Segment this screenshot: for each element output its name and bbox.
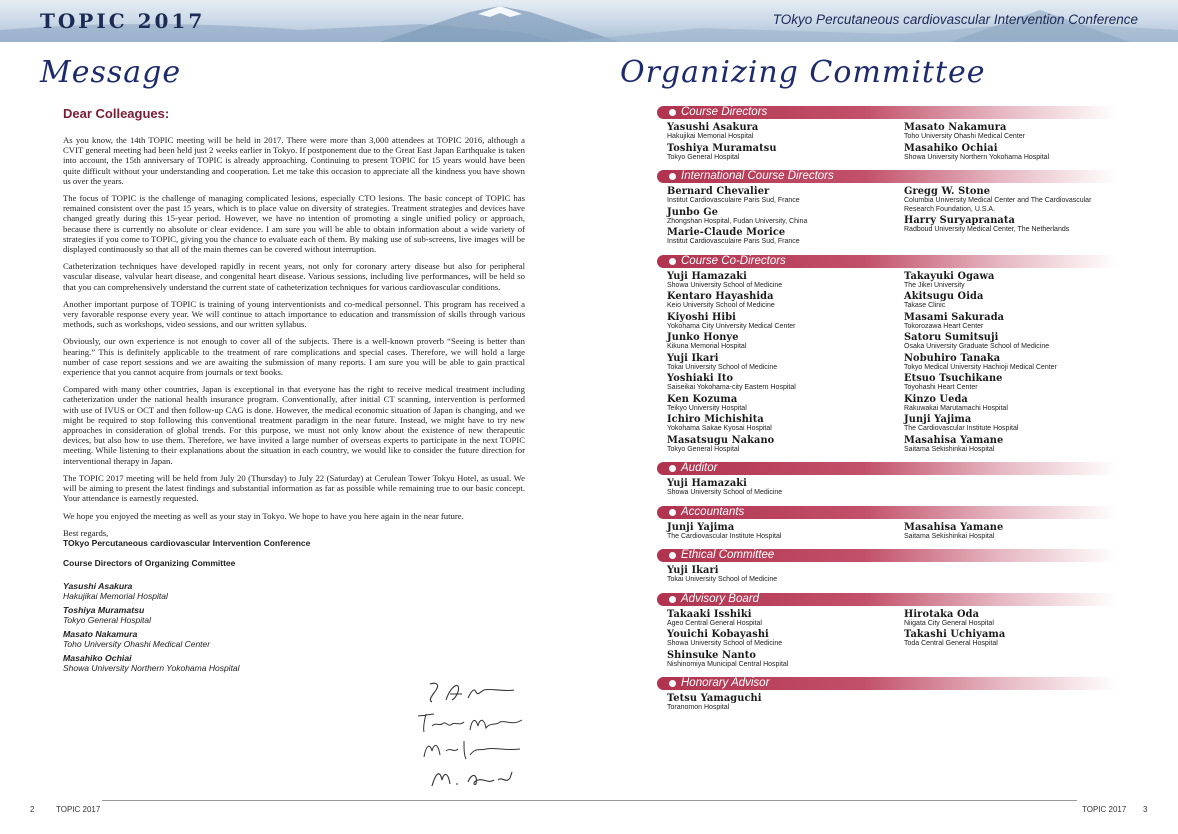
member bbox=[904, 522, 1117, 542]
signatory-name: Yasushi Asakura bbox=[63, 581, 133, 592]
member bbox=[904, 312, 1117, 332]
letter-paragraph: The focus of TOPIC is the challenge of managing complicated lesions, especially CTO lesions. The basic concept of TOPIC has remained consistent over the past 15 years, which is to place value on diversity of strategies. Treatment strategies and devices have changed greatly during this 15-year period. However, we have no intention of promoting a single unified policy or approach, because there is currently no absolute or clear evidence. I am sure you will be able to obtain information about a wide variety of strategies if you come to TOPIC, giving you the chance to evaluate each of them. By making use of sub-screens, live images will be displayed continuously so that all of the main themes can be covered without interruption. bbox=[63, 193, 525, 255]
member-name: Takaaki Isshiki bbox=[667, 608, 752, 620]
member-affiliation: Showa University Northern Yokohama Hospital bbox=[904, 153, 1050, 161]
member-affiliation: Keio University School of Medicine bbox=[667, 302, 775, 309]
member-affiliation: The Jikei University bbox=[904, 281, 965, 289]
member-name: Etsuo Tsuchikane bbox=[904, 373, 1003, 384]
letter-paragraph: Another important purpose of TOPIC is training of young interventionists and co-medical personnel. This program has received a very favorable response every year. We will continue to attach importance to education and transmission of skills through various methods, such as workshops, video sessions, and our written syllabus. bbox=[63, 298, 525, 330]
member-name: Kentaro Hayashida bbox=[667, 291, 774, 302]
member-name: Harry Suryapranata bbox=[904, 215, 1015, 226]
member-affiliation: Institut Cardiovasculaire Paris Sud, France bbox=[667, 238, 800, 245]
footer-divider bbox=[102, 800, 1077, 801]
section-members bbox=[657, 565, 1117, 586]
signatories-list bbox=[63, 581, 525, 673]
member bbox=[667, 478, 894, 498]
greeting: Dear Colleagues: bbox=[63, 106, 170, 121]
member bbox=[667, 609, 894, 629]
signatory-name: Masahiko Ochiai bbox=[63, 653, 132, 664]
member bbox=[667, 143, 894, 163]
member-affiliation: Toyohashi Heart Center bbox=[904, 384, 978, 391]
letter-paragraph: We hope you enjoyed the meeting as well as your stay in Tokyo. We hope to have you here again in the near future. bbox=[63, 510, 464, 521]
member-name: Nobuhiro Tanaka bbox=[904, 352, 1001, 364]
signatory-name: Masato Nakamura bbox=[63, 629, 138, 640]
member-affiliation: Columbia University Medical Center and The Cardiovascular Research Foundation, U.S.A. bbox=[904, 197, 1092, 213]
section-header bbox=[657, 549, 1117, 562]
member bbox=[904, 394, 1117, 414]
member bbox=[667, 332, 894, 352]
section-members bbox=[657, 122, 1117, 163]
member-name: Yuji Hamazaki bbox=[667, 270, 747, 282]
section-header bbox=[657, 506, 1117, 519]
closing: Best regards, bbox=[63, 527, 109, 538]
bullet-dot-icon bbox=[669, 509, 676, 516]
member-affiliation: Tokai University School of Medicine bbox=[667, 576, 778, 583]
section-members bbox=[657, 186, 1117, 248]
signatory-affiliation: Showa University Northern Yokohama Hospital bbox=[63, 663, 240, 674]
member bbox=[667, 373, 894, 393]
footer-right-page-number: 3 bbox=[1143, 805, 1148, 814]
member-affiliation: Tokyo General Hospital bbox=[667, 153, 740, 161]
section-members bbox=[657, 478, 1117, 499]
member-name: Takashi Uchiyama bbox=[904, 629, 1006, 640]
member-name: Toshiya Muramatsu bbox=[667, 142, 777, 154]
member-name: Marie-Claude Morice bbox=[667, 227, 786, 238]
page-header bbox=[0, 0, 1178, 42]
member-column bbox=[894, 478, 1117, 499]
signature-nakamura-icon bbox=[420, 737, 525, 761]
signature-block bbox=[63, 528, 525, 674]
member-column bbox=[657, 565, 894, 586]
signature-ochiai-icon bbox=[428, 764, 523, 790]
member bbox=[667, 186, 894, 206]
member-affiliation: The Cardiovascular Institute Hospital bbox=[667, 532, 782, 540]
section-members bbox=[657, 522, 1117, 543]
member bbox=[667, 565, 894, 585]
member-name: Shinsuke Nanto bbox=[667, 649, 756, 661]
member-column bbox=[657, 186, 894, 248]
member-affiliation: Teikyo University Hospital bbox=[667, 404, 747, 412]
section-header bbox=[657, 255, 1117, 268]
member-affiliation: Yokohama City University Medical Center bbox=[667, 322, 796, 330]
member-affiliation: Zhongshan Hospital, Fudan University, China bbox=[667, 217, 808, 225]
member-affiliation: Tokai University School of Medicine bbox=[667, 363, 778, 371]
member-affiliation: Toda Central General Hospital bbox=[904, 640, 998, 647]
member-affiliation: Rakuwakai Marutamachi Hospital bbox=[904, 404, 1008, 412]
message-letter bbox=[63, 106, 525, 677]
member bbox=[667, 122, 894, 142]
footer-left-page-number: 2 bbox=[30, 805, 35, 814]
member-affiliation: Niigata City General Hospital bbox=[904, 619, 994, 627]
member bbox=[904, 291, 1117, 311]
section-label: Ethical Committee bbox=[681, 549, 775, 561]
member-name: Yoshiaki Ito bbox=[667, 373, 734, 384]
bullet-dot-icon bbox=[669, 173, 676, 180]
member bbox=[904, 609, 1117, 629]
member-affiliation: Kikuna Memorial Hospital bbox=[667, 343, 747, 350]
section-header bbox=[657, 106, 1117, 119]
member-column bbox=[894, 609, 1117, 671]
member bbox=[667, 693, 894, 713]
member bbox=[904, 271, 1117, 291]
member-name: Kinzo Ueda bbox=[904, 393, 968, 405]
letter-body bbox=[63, 135, 525, 521]
member-column bbox=[657, 122, 894, 163]
member-affiliation: Toho University Ohashi Medical Center bbox=[904, 133, 1025, 140]
section-header bbox=[657, 170, 1117, 183]
bullet-dot-icon bbox=[669, 552, 676, 559]
signatories-heading: Course Directors of Organizing Committee bbox=[63, 558, 236, 569]
signatory-affiliation: Hakujikai Memorial Hospital bbox=[63, 591, 168, 602]
member bbox=[904, 435, 1117, 455]
member-affiliation: Institut Cardiovasculaire Paris Sud, France bbox=[667, 197, 800, 204]
member-column bbox=[657, 609, 894, 671]
section-label: Course Co-Directors bbox=[681, 254, 786, 267]
member-name: Masahiko Ochiai bbox=[904, 142, 998, 154]
member-affiliation: Toranomon Hospital bbox=[667, 704, 730, 711]
member-name: Junji Yajima bbox=[667, 521, 735, 533]
member bbox=[904, 353, 1117, 373]
member bbox=[904, 186, 1117, 214]
section-label: Accountants bbox=[681, 505, 745, 518]
member-column bbox=[894, 122, 1117, 163]
letter-paragraph: As you know, the 14th TOPIC meeting will be held in 2017. There were more than 3,000 attendees at TOPIC 2016, although a CVIT general meeting had been held just 2 weeks earlier in Tokyo. If postponement due to the Great East Japan Earthquake is taken into account, the 15th anniversary of TOPIC is already approaching. Continuing to present TOPIC for 15 years would have been quite difficult without your understanding and cooperation. Let me take this occasion to appreciate all the kindness you have shown us over the years. bbox=[63, 135, 525, 186]
member-affiliation: Tokyo General Hospital bbox=[667, 445, 740, 453]
header-topic-title: TOPIC 2017 bbox=[40, 9, 206, 33]
section-header bbox=[657, 593, 1117, 606]
message-title: Message bbox=[40, 55, 182, 90]
member-name: Akitsugu Oida bbox=[904, 291, 984, 302]
member-name: Ken Kozuma bbox=[667, 393, 738, 405]
member bbox=[667, 435, 894, 455]
member-name: Bernard Chevalier bbox=[667, 186, 770, 197]
member-affiliation: Nishinomiya Municipal Central Hospital bbox=[667, 660, 789, 668]
member-affiliation: Osaka University Graduate School of Medicine bbox=[904, 343, 1050, 350]
member-name: Junko Honye bbox=[667, 332, 739, 343]
letter-paragraph: Compared with many other countries, Japan is exceptional in that everyone has the right to receive medical treatment including catheterization under the national health insurance program. Conventionally, after initial CT scanning, intervention is performed with use of IVUS or OCT and then follow-up CAG is done. However, the medical economic situation of Japan is changing, and we might be required to stop following this conventional treatment paradigm in the near future. Instead, we might have to try new approaches in consideration of global trends. For this purpose, we must not only know about the existence of new therapeutic devices, but also how to use them. Therefore, we have invited a large number of overseas experts to participate in the next TOPIC meeting. While listening to their explanations about the situation in each country, we would like to consider the future direction for interventional therapy in Japan. bbox=[63, 384, 525, 466]
letter-paragraph: Catheterization techniques have developed rapidly in recent years, not only for coronary artery disease but also for peripheral vascular disease, valvular heart disease, and congenital heart disease. Various sessions, including live performances, will be held so that you can comprehensively understand the current state of catheterization techniques for various cardiovascular conditions. bbox=[63, 261, 525, 292]
member-name: Yuji Hamazaki bbox=[667, 478, 747, 489]
member-name: Tetsu Yamaguchi bbox=[667, 693, 762, 704]
member-name: Takayuki Ogawa bbox=[904, 270, 995, 282]
member-column bbox=[894, 186, 1117, 248]
bullet-dot-icon bbox=[669, 465, 676, 472]
member-affiliation: Takase Clinic bbox=[904, 302, 946, 309]
signatory bbox=[63, 629, 525, 649]
member-affiliation: Showa University School of Medicine bbox=[667, 640, 783, 647]
member bbox=[904, 629, 1117, 649]
member-column bbox=[894, 271, 1117, 456]
section-label: International Course Directors bbox=[681, 170, 834, 182]
member-name: Masatsugu Nakano bbox=[667, 434, 775, 446]
bullet-dot-icon bbox=[669, 109, 676, 116]
member-affiliation: Yokohama Sakae Kyosai Hospital bbox=[667, 425, 772, 432]
member bbox=[904, 332, 1117, 352]
member-column bbox=[894, 565, 1117, 586]
member bbox=[667, 271, 894, 291]
member-name: Satoru Sumitsuji bbox=[904, 332, 999, 343]
member-name: Masami Sakurada bbox=[904, 311, 1005, 323]
member-name: Masato Nakamura bbox=[904, 122, 1007, 133]
member-name: Masahisa Yamane bbox=[904, 521, 1004, 533]
member bbox=[667, 207, 894, 227]
member bbox=[904, 143, 1117, 163]
member-affiliation: Hakujikai Memorial Hospital bbox=[667, 133, 754, 140]
member-column bbox=[894, 522, 1117, 543]
member bbox=[667, 291, 894, 311]
member-affiliation: Tokyo Medical University Hachioji Medical Center bbox=[904, 363, 1057, 371]
member-affiliation: The Cardiovascular Institute Hospital bbox=[904, 425, 1019, 432]
member-column bbox=[657, 693, 894, 714]
section-members bbox=[657, 609, 1117, 671]
member-affiliation: Radboud University Medical Center, The Netherlands bbox=[904, 226, 1070, 233]
member bbox=[667, 629, 894, 649]
signatory-affiliation: Tokyo General Hospital bbox=[63, 615, 152, 626]
member-affiliation: Ageo Central General Hospital bbox=[667, 619, 762, 627]
member-column bbox=[657, 478, 894, 499]
member-column bbox=[894, 693, 1117, 714]
member bbox=[904, 373, 1117, 393]
member bbox=[667, 522, 894, 542]
member-name: Junji Yajima bbox=[904, 414, 972, 425]
member-name: Yuji Ikari bbox=[667, 565, 719, 576]
signatory bbox=[63, 581, 525, 601]
member-column bbox=[657, 522, 894, 543]
member-affiliation: Saitama Sekishinkai Hospital bbox=[904, 532, 995, 540]
member-affiliation: Saiseikai Yokohama-city Eastern Hospital bbox=[667, 384, 796, 391]
member bbox=[904, 215, 1117, 235]
signature-asakura-icon bbox=[422, 680, 522, 704]
member-name: Masahisa Yamane bbox=[904, 434, 1004, 446]
committee-title: Organizing Committee bbox=[620, 55, 986, 90]
member bbox=[667, 312, 894, 332]
footer-right-label: TOPIC 2017 bbox=[1082, 805, 1127, 814]
section-members bbox=[657, 271, 1117, 456]
member bbox=[904, 414, 1117, 434]
signatory-name: Toshiya Muramatsu bbox=[63, 605, 145, 616]
signatory bbox=[63, 653, 525, 673]
member-affiliation: Tokorozawa Heart Center bbox=[904, 322, 984, 330]
member bbox=[667, 650, 894, 670]
member-name: Junbo Ge bbox=[667, 206, 719, 218]
section-label: Advisory Board bbox=[681, 592, 759, 605]
signature-muramatsu-icon bbox=[416, 710, 526, 734]
letter-paragraph: The TOPIC 2017 meeting will be held from July 20 (Thursday) to July 22 (Saturday) at Cerulean Tower Tokyu Hotel, as usual. We will be aiming to present the latest findings and substantial information as far as possible while remaining true to our basic concept. Your attendance is earnestly requested. bbox=[63, 472, 525, 504]
member-name: Kiyoshi Hibi bbox=[667, 311, 736, 323]
section-header bbox=[657, 677, 1117, 690]
member-name: Ichiro Michishita bbox=[667, 414, 764, 425]
section-header bbox=[657, 462, 1117, 475]
section-label: Honorary Advisor bbox=[681, 677, 770, 689]
bullet-dot-icon bbox=[669, 596, 676, 603]
closing-org: TOkyo Percutaneous cardiovascular Intervention Conference bbox=[63, 538, 311, 549]
member bbox=[667, 414, 894, 434]
member-column bbox=[657, 271, 894, 456]
signatory bbox=[63, 605, 525, 625]
signatory-affiliation: Toho University Ohashi Medical Center bbox=[63, 639, 211, 650]
member-name: Gregg W. Stone bbox=[904, 186, 991, 197]
member-name: Yuji Ikari bbox=[667, 352, 719, 364]
committee-list bbox=[657, 106, 1117, 721]
member bbox=[667, 394, 894, 414]
member bbox=[667, 227, 894, 247]
member-name: Hirotaka Oda bbox=[904, 608, 980, 620]
section-label: Auditor bbox=[681, 462, 718, 474]
letter-paragraph: Obviously, our own experience is not enough to cover all of the subjects. There is a well-known proverb “Seeing is better than hearing.” This is definitely applicable to the treatment of rare complications and special cases. Therefore, we will hold a large number of case report sessions and we are awaiting the submission of many reports. I am sure you will be able to gain practical experience that you cannot acquire from journals or text books. bbox=[63, 336, 525, 378]
member bbox=[904, 122, 1117, 142]
member-affiliation: Saitama Sekishinkai Hospital bbox=[904, 445, 995, 453]
member-name: Youichi Kobayashi bbox=[667, 629, 769, 640]
member-affiliation: Showa University School of Medicine bbox=[667, 281, 783, 289]
bullet-dot-icon bbox=[669, 258, 676, 265]
member-affiliation: Showa University School of Medicine bbox=[667, 489, 783, 496]
bullet-dot-icon bbox=[669, 680, 676, 687]
section-label: Course Directors bbox=[681, 106, 768, 118]
footer-left-label: TOPIC 2017 bbox=[56, 805, 101, 814]
section-members bbox=[657, 693, 1117, 714]
member bbox=[667, 353, 894, 373]
member-name: Yasushi Asakura bbox=[667, 122, 759, 133]
header-conference-title: TOkyo Percutaneous cardiovascular Intervention Conference bbox=[772, 12, 1138, 27]
